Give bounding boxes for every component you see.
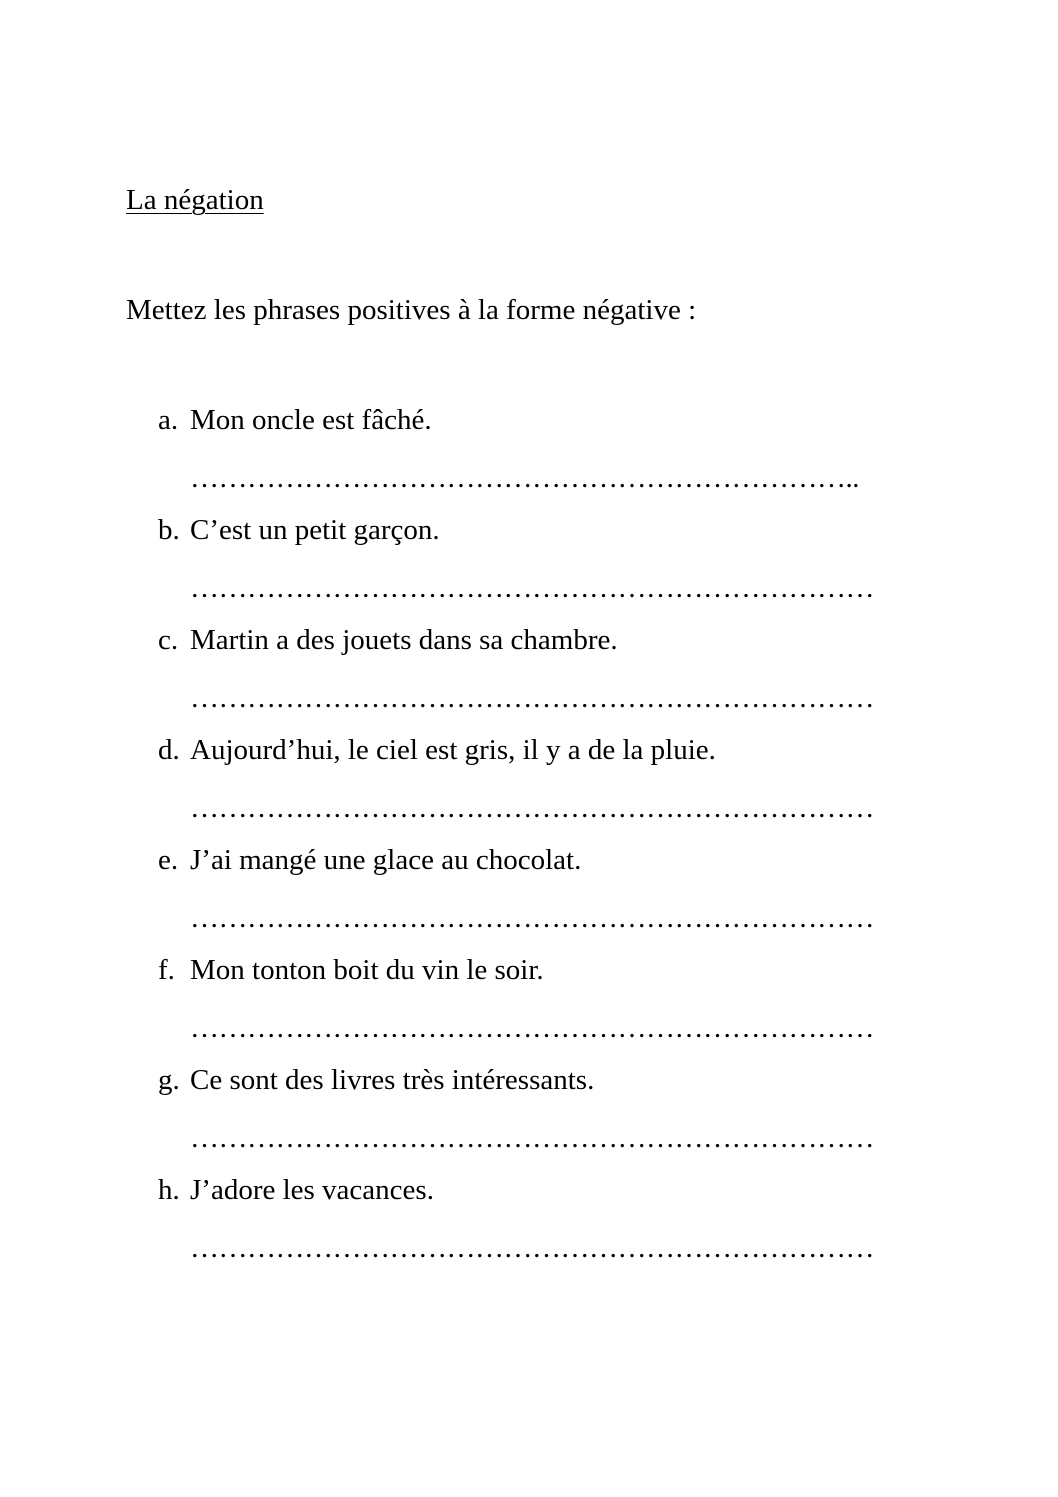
item-letter: g.	[158, 1064, 180, 1096]
answer-line-g[interactable]: ………………………………………………………………	[190, 1122, 874, 1154]
answer-line-d[interactable]: ………………………………………………………………	[190, 792, 874, 824]
instruction: Mettez les phrases positives à la forme négative :	[126, 294, 697, 326]
item-sentence: C’est un petit garçon.	[190, 514, 440, 546]
exercise-item-a	[158, 404, 432, 437]
exercise-item-f	[158, 954, 544, 987]
item-sentence: Mon oncle est fâché.	[190, 404, 432, 436]
item-sentence: J’adore les vacances.	[190, 1174, 434, 1206]
answer-line-b[interactable]: ………………………………………………………………	[190, 572, 874, 604]
exercise-item-g	[158, 1064, 594, 1097]
item-sentence: Ce sont des livres très intéressants.	[190, 1064, 595, 1096]
answer-line-h[interactable]: ………………………………………………………………	[190, 1232, 874, 1264]
item-letter: b.	[158, 514, 180, 546]
item-letter: f.	[158, 954, 175, 986]
item-letter: h.	[158, 1174, 180, 1206]
item-sentence: Martin a des jouets dans sa chambre.	[190, 624, 618, 656]
answer-line-e[interactable]: ………………………………………………………………	[190, 902, 874, 934]
exercise-item-b	[158, 514, 440, 547]
item-letter: a.	[158, 404, 179, 436]
item-sentence: J’ai mangé une glace au chocolat.	[190, 844, 582, 876]
answer-line-c[interactable]: ………………………………………………………………	[190, 682, 874, 714]
item-sentence: Mon tonton boit du vin le soir.	[190, 954, 544, 986]
item-letter: e.	[158, 844, 179, 876]
answer-line-f[interactable]: ………………………………………………………………	[190, 1012, 874, 1044]
exercise-item-h	[158, 1174, 434, 1207]
exercise-item-c	[158, 624, 618, 657]
answer-line-a[interactable]: ……………………………………………………………..	[190, 462, 859, 494]
item-letter: c.	[158, 624, 179, 656]
page-title: La négation	[126, 184, 264, 216]
exercise-item-e	[158, 844, 581, 877]
exercise-item-d	[158, 734, 716, 767]
item-sentence: Aujourd’hui, le ciel est gris, il y a de la pluie.	[190, 734, 716, 766]
item-letter: d.	[158, 734, 180, 766]
